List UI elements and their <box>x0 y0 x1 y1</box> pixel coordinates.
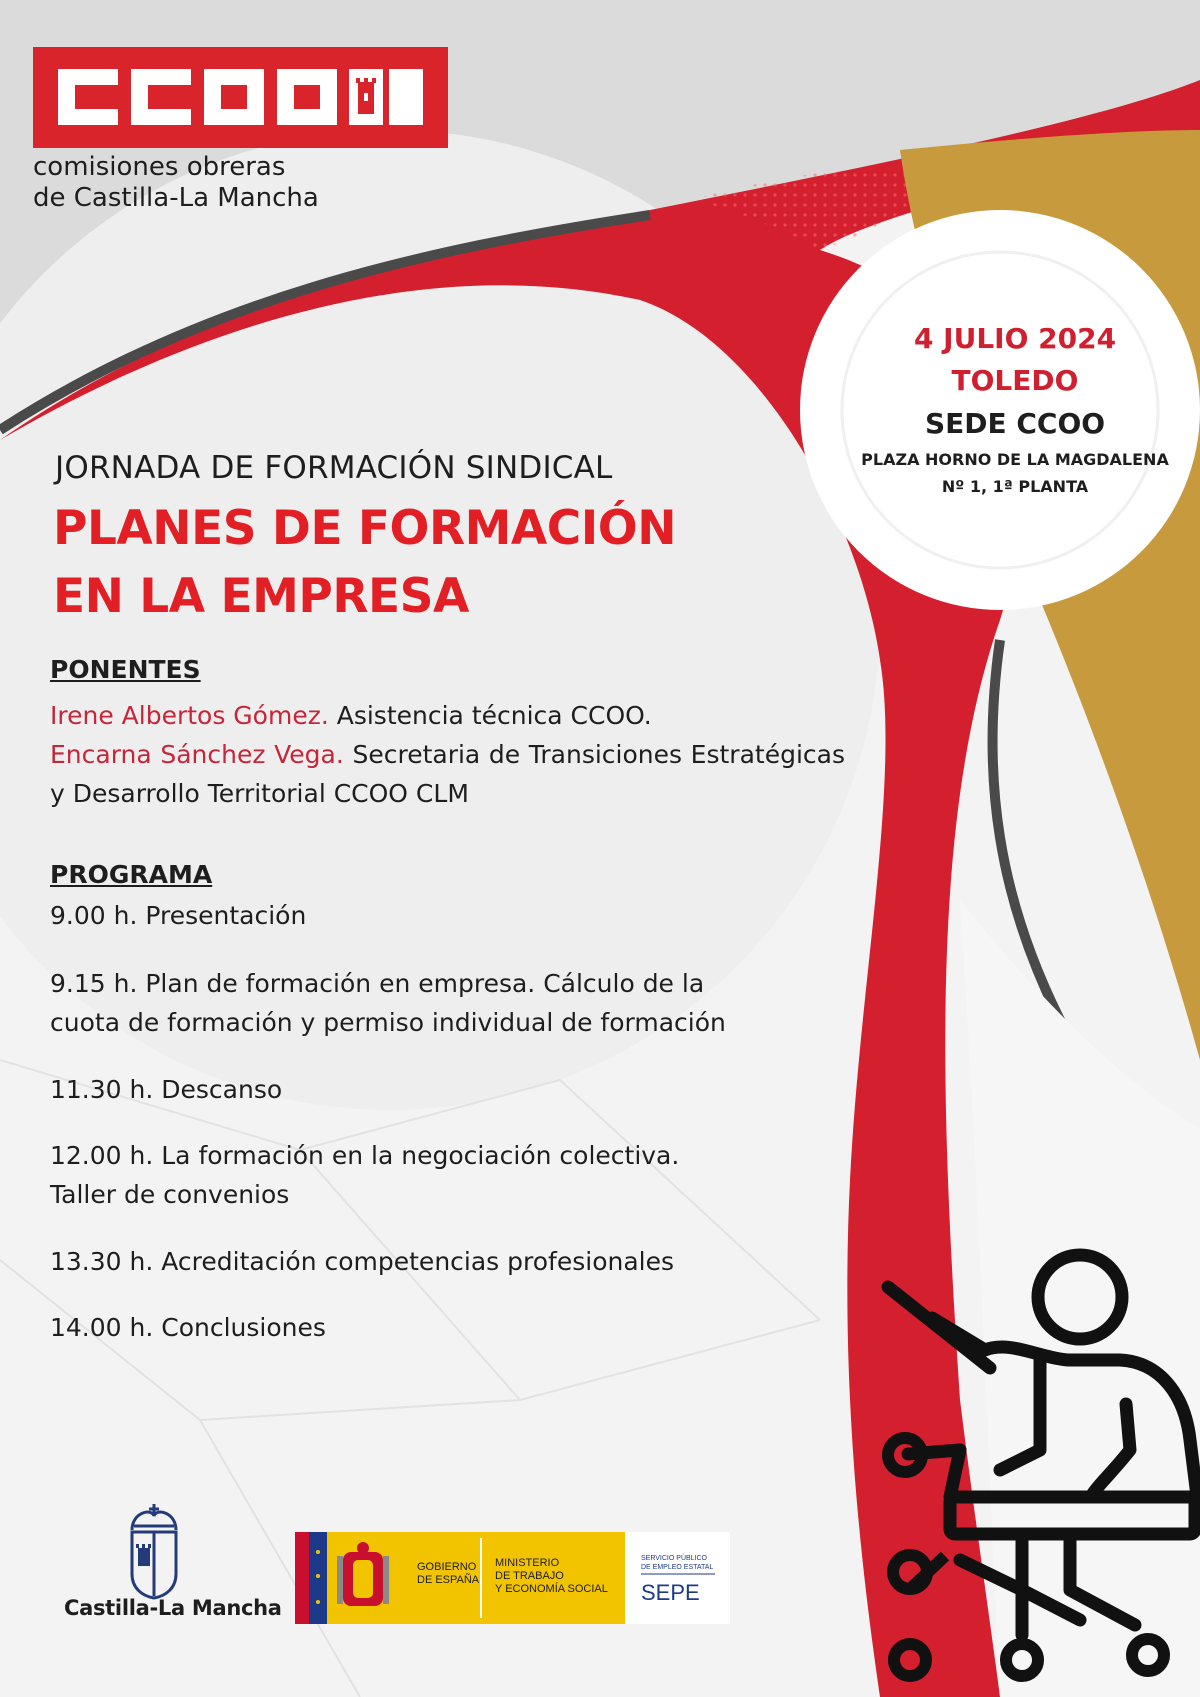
event-city: TOLEDO <box>951 364 1079 397</box>
gov-text-line1: GOBIERNO <box>417 1561 477 1573</box>
program-item-line: 9.00 h. Presentación <box>50 901 307 930</box>
ministry-text-line1: MINISTERIO <box>495 1557 560 1569</box>
ccoo-tagline <box>33 152 319 214</box>
speaker-role: Secretaria de Transiciones Estratégicas y Desarrollo Territorial CCOO CLM <box>50 740 845 808</box>
program-item <box>50 1242 674 1281</box>
program-item-line: 13.30 h. Acreditación competencias profesionales <box>50 1247 674 1276</box>
speaker-name: Encarna Sánchez Vega. <box>50 740 344 769</box>
gobierno-sepe-logo <box>295 1532 730 1624</box>
speakers-list <box>50 696 845 813</box>
ministry-text-line3: Y ECONOMÍA SOCIAL <box>495 1583 608 1595</box>
program-item <box>50 1308 326 1347</box>
page-title <box>53 495 676 631</box>
castilla-la-mancha-label: Castilla-La Mancha <box>64 1596 282 1620</box>
event-info <box>840 318 1190 500</box>
speaker-name: Irene Albertos Gómez. <box>50 701 329 730</box>
program-item-line: 11.30 h. Descanso <box>50 1075 283 1104</box>
title-line1: PLANES DE FORMACIÓN <box>53 501 677 556</box>
speaker-item <box>50 735 845 813</box>
tagline-line2: de Castilla-La Mancha <box>33 183 319 213</box>
teacher-at-board-icon <box>870 1248 1200 1697</box>
ministry-text-line2: DE TRABAJO <box>495 1570 564 1582</box>
program-item <box>50 896 306 935</box>
program-item-line: 9.15 h. Plan de formación en empresa. Cálculo de la <box>50 969 705 998</box>
program-item <box>50 1136 679 1214</box>
sepe-text-line1: SERVICIO PÚBLICO <box>641 1555 708 1562</box>
program-item-line: 12.00 h. La formación en la negociación colectiva. <box>50 1141 680 1170</box>
tagline-line1: comisiones obreras <box>33 152 286 182</box>
speaker-item <box>50 696 845 735</box>
event-venue: SEDE CCOO <box>924 407 1106 440</box>
program-item-line: Taller de convenios <box>50 1180 290 1209</box>
speaker-role: Asistencia técnica CCOO. <box>336 701 652 730</box>
event-kicker: JORNADA DE FORMACIÓN SINDICAL <box>55 450 613 486</box>
program-item-line: cuota de formación y permiso individual de formación <box>50 1008 726 1037</box>
event-address-line1: PLAZA HORNO DE LA MAGDALENA <box>861 450 1169 469</box>
program-item <box>50 1070 282 1109</box>
event-address-line2: Nº 1, 1ª PLANTA <box>941 477 1089 496</box>
title-line2: EN LA EMPRESA <box>53 569 469 624</box>
ccoo-logo <box>33 47 448 148</box>
program-label: PROGRAMA <box>50 860 213 889</box>
sepe-text-line2: DE EMPLEO ESTATAL <box>641 1564 714 1571</box>
program-item <box>50 964 726 1042</box>
gov-text-line2: DE ESPAÑA <box>417 1574 480 1586</box>
eu-flag-icon <box>309 1532 327 1624</box>
sepe-name: SEPE <box>641 1580 700 1605</box>
event-date: 4 JULIO 2024 <box>913 322 1117 355</box>
program-item-line: 14.00 h. Conclusiones <box>50 1313 326 1342</box>
speakers-label: PONENTES <box>50 655 201 684</box>
